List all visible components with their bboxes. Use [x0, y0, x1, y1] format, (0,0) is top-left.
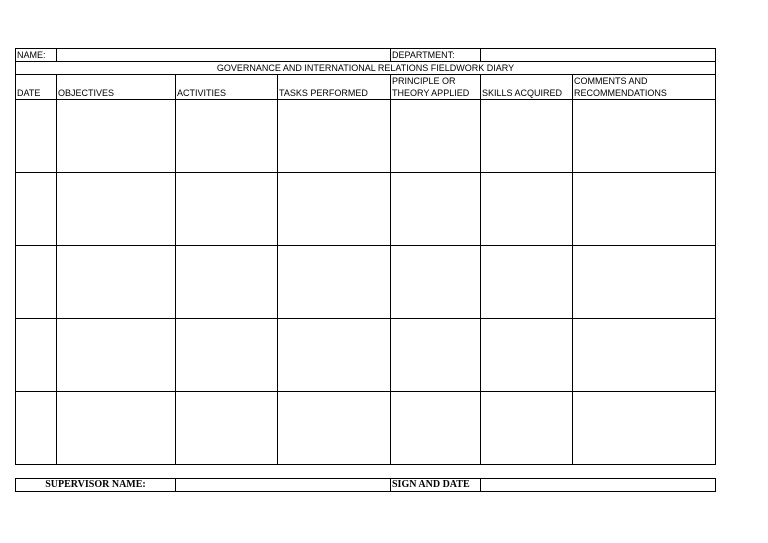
- column-header-tasks: TASKS PERFORMED: [278, 75, 391, 100]
- column-header-date: DATE: [16, 75, 57, 100]
- fieldwork-diary-table: [15, 48, 716, 465]
- column-header-row: [16, 75, 716, 100]
- skills-cell[interactable]: [481, 173, 573, 246]
- principle-cell[interactable]: [391, 246, 481, 319]
- principle-cell[interactable]: [391, 173, 481, 246]
- objectives-cell[interactable]: [57, 319, 176, 392]
- objectives-cell[interactable]: [57, 173, 176, 246]
- sign-date-label: SIGN AND DATE: [391, 479, 481, 492]
- tasks-cell[interactable]: [278, 319, 391, 392]
- date-cell[interactable]: [16, 173, 57, 246]
- skills-cell[interactable]: [481, 246, 573, 319]
- table-row: [16, 173, 716, 246]
- principle-cell[interactable]: [391, 319, 481, 392]
- comments-cell[interactable]: [573, 100, 716, 173]
- comments-cell[interactable]: [573, 392, 716, 465]
- supervisor-table: [15, 478, 716, 492]
- table-row: [16, 392, 716, 465]
- tasks-cell[interactable]: [278, 246, 391, 319]
- column-header-comments-line2: RECOMMENDATIONS: [574, 88, 667, 98]
- activities-cell[interactable]: [176, 173, 278, 246]
- department-field[interactable]: [481, 49, 716, 62]
- date-cell[interactable]: [16, 100, 57, 173]
- column-header-comments-line1: COMMENTS AND: [574, 76, 648, 86]
- column-header-principle-line1: PRINCIPLE OR: [392, 76, 456, 86]
- tasks-cell[interactable]: [278, 392, 391, 465]
- column-header-activities: ACTIVITIES: [176, 75, 278, 100]
- name-field[interactable]: [57, 49, 391, 62]
- name-label: NAME:: [16, 49, 57, 62]
- column-header-skills: SKILLS ACQUIRED: [481, 75, 573, 100]
- activities-cell[interactable]: [176, 319, 278, 392]
- column-header-comments: [573, 75, 716, 100]
- column-header-principle-line2: THEORY APPLIED: [392, 88, 470, 98]
- supervisor-name-field[interactable]: [176, 479, 391, 492]
- activities-cell[interactable]: [176, 246, 278, 319]
- comments-cell[interactable]: [573, 246, 716, 319]
- principle-cell[interactable]: [391, 392, 481, 465]
- tasks-cell[interactable]: [278, 100, 391, 173]
- objectives-cell[interactable]: [57, 100, 176, 173]
- date-cell[interactable]: [16, 392, 57, 465]
- table-row: [16, 319, 716, 392]
- comments-cell[interactable]: [573, 319, 716, 392]
- date-cell[interactable]: [16, 246, 57, 319]
- table-row: [16, 246, 716, 319]
- activities-cell[interactable]: [176, 100, 278, 173]
- objectives-cell[interactable]: [57, 392, 176, 465]
- column-header-principle: [391, 75, 481, 100]
- objectives-cell[interactable]: [57, 246, 176, 319]
- title-row: [16, 62, 716, 75]
- sign-date-field[interactable]: [481, 479, 716, 492]
- supervisor-row: [16, 479, 716, 492]
- name-department-row: [16, 49, 716, 62]
- skills-cell[interactable]: [481, 100, 573, 173]
- table-row: [16, 100, 716, 173]
- comments-cell[interactable]: [573, 173, 716, 246]
- principle-cell[interactable]: [391, 100, 481, 173]
- supervisor-name-label: SUPERVISOR NAME:: [16, 479, 176, 492]
- skills-cell[interactable]: [481, 392, 573, 465]
- date-cell[interactable]: [16, 319, 57, 392]
- department-label: DEPARTMENT:: [391, 49, 481, 62]
- tasks-cell[interactable]: [278, 173, 391, 246]
- column-header-objectives: OBJECTIVES: [57, 75, 176, 100]
- diary-title: GOVERNANCE AND INTERNATIONAL RELATIONS FIELDWORK DIARY: [16, 62, 716, 75]
- skills-cell[interactable]: [481, 319, 573, 392]
- activities-cell[interactable]: [176, 392, 278, 465]
